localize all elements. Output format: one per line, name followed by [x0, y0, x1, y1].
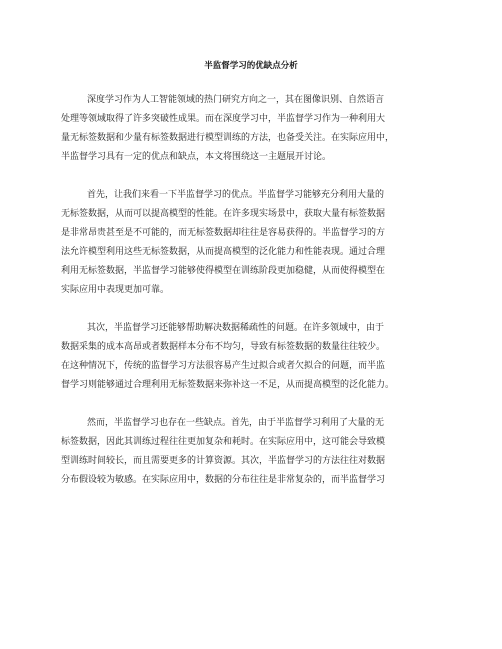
paragraph-1-line-4: 半监督学习具有一定的优点和缺点，本文将围绕这一主题展开讨论。 [61, 152, 332, 162]
paragraph-2-line-6: 实际应用中表现更加可靠。 [61, 285, 170, 295]
paragraph-1-line-1: 深度学习作为人工智能领域的热门研究方向之一，其在图像识别、自然语言 [87, 95, 385, 105]
paragraph-2-line-5: 利用无标签数据，半监督学习能够使得模型在训练阶段更加稳健，从而使得模型在 [61, 266, 386, 276]
paragraph-4-line-2: 标签数据，因此其训练过程往往更加复杂和耗时。在实际应用中，这可能会导致模 [61, 437, 386, 447]
paragraph-4-line-3: 型训练时间较长，而且需要更多的计算资源。其次，半监督学习的方法往往对数据 [61, 456, 386, 466]
paragraph-3-line-1: 其次，半监督学习还能够帮助解决数据稀疏性的问题。在许多领域中，由于 [87, 323, 385, 333]
paragraph-1-line-2: 处理等领域取得了许多突破性成果。而在深度学习中，半监督学习作为一种利用大 [61, 114, 386, 124]
paragraph-2-line-1: 首先，让我们来看一下半监督学习的优点。半监督学习能够充分利用大量的 [87, 190, 385, 200]
paragraph-2-line-2: 无标签数据，从而可以提高模型的性能。在许多现实场景中，获取大量有标签数据 [61, 209, 386, 219]
paragraph-2-line-4: 法允许模型利用这些无标签数据，从而提高模型的泛化能力和性能表现。通过合理 [61, 247, 386, 257]
paragraph-4-line-4: 分布假设较为敏感。在实际应用中，数据的分布往往是非常复杂的，而半监督学习 [61, 475, 386, 485]
document-title: 半监督学习的优缺点分析 [204, 61, 298, 71]
paragraph-2-line-3: 是非常昂贵甚至是不可能的，而无标签数据却往往是容易获得的。半监督学习的方 [61, 228, 386, 238]
paragraph-3-line-4: 督学习则能够通过合理利用无标签数据来弥补这一不足，从而提高模型的泛化能力。 [61, 380, 395, 390]
paragraph-3-line-2: 数据采集的成本高昂或者数据样本分布不均匀，导致有标签数据的数量往往较少。 [61, 342, 386, 352]
paragraph-4-line-1: 然而，半监督学习也存在一些缺点。首先，由于半监督学习利用了大量的无 [87, 418, 385, 428]
paragraph-1-line-3: 量无标签数据和少量有标签数据进行模型训练的方法，也备受关注。在实际应用中， [61, 133, 395, 143]
paragraph-3-line-3: 在这种情况下，传统的监督学习方法很容易产生过拟合或者欠拟合的问题，而半监 [61, 361, 386, 371]
